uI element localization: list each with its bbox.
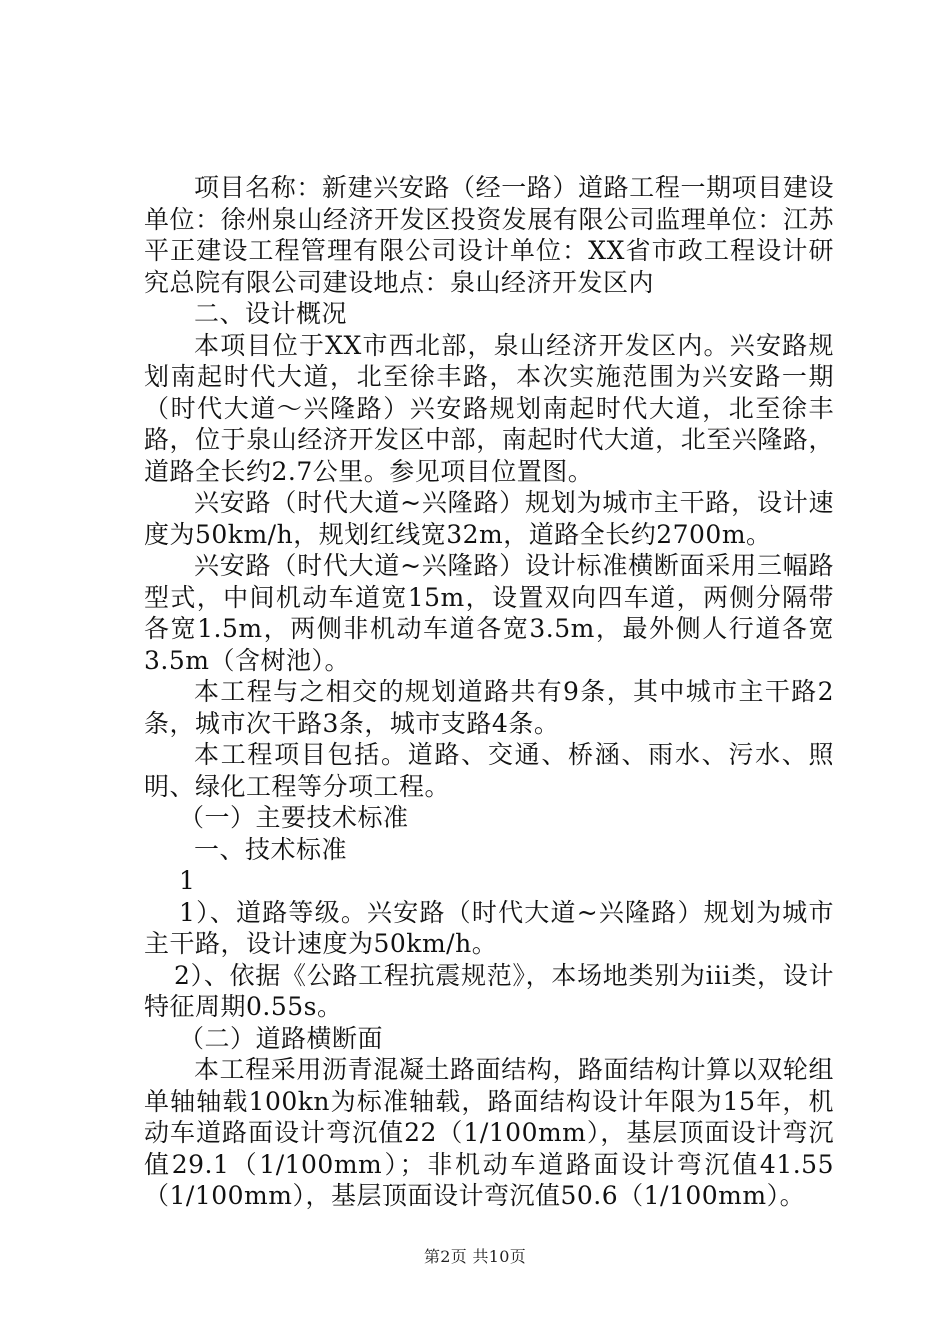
page-number-footer: 第2页 共10页: [423, 1247, 527, 1266]
section-heading-road-cross-section: （二）道路横断面: [179, 1023, 384, 1053]
list-item-seismic-code: 2）、依据《公路工程抗震规范》，本场地类别为iii类，设计特征周期0.55s。: [144, 960, 834, 1021]
project-location-paragraph: 本项目位于XX市西北部，泉山经济开发区内。兴安路规划南起时代大道，北至徐丰路，本次实施范围为兴安路一期（时代大道～兴隆路）兴安路规划南起时代大道，北至徐丰路，位于泉山经济开发区中部，南起时代大道，北至兴隆路，道路全长约2.7公里。参见项目位置图。: [144, 330, 834, 486]
road-planning-paragraph: 兴安路（时代大道~兴隆路）规划为城市主干路，设计速度为50km/h，规划红线宽32m，道路全长约2700m。: [144, 488, 834, 549]
intersecting-roads-paragraph: 本工程与之相交的规划道路共有9条，其中城市主干路2条，城市次干路3条，城市支路4条。: [144, 677, 834, 738]
list-item-road-grade: 1）、道路等级。兴安路（时代大道~兴隆路）规划为城市主干路，设计速度为50km/h。: [144, 897, 834, 958]
pavement-structure-paragraph: 本工程采用沥青混凝土路面结构，路面结构计算以双轮组单轴轴载100kn为标准轴载，路面结构设计年限为15年，机动车道路面设计弯沉值22（1/100mm），基层顶面设计弯沉值29.1（1/100mm）；非机动车道路面设计弯沉值41.55（1/100mm），基层顶面设计弯沉值50.6（1/100mm）。: [144, 1055, 834, 1210]
project-info-paragraph: 项目名称：新建兴安路（经一路）道路工程一期项目建设单位：徐州泉山经济开发区投资发展有限公司监理单位：江苏平正建设工程管理有限公司设计单位：XX省市政工程设计研究总院有限公司建设地点：泉山经济开发区内: [144, 173, 834, 297]
section-heading-technical-standards: 一、技术标准: [194, 834, 348, 864]
list-number: 1: [179, 866, 196, 895]
section-heading-design-overview: 二、设计概况: [194, 299, 348, 328]
document-body: [144, 172, 834, 1212]
project-scope-paragraph: 本工程项目包括。道路、交通、桥涵、雨水、污水、照明、绿化工程等分项工程。: [144, 740, 834, 801]
cross-section-paragraph: 兴安路（时代大道~兴隆路）设计标准横断面采用三幅路型式，中间机动车道宽15m，设置双向四车道，两侧分隔带各宽1.5m，两侧非机动车道各宽3.5m，最外侧人行道各宽3.5m（含树池）。: [144, 551, 834, 675]
section-heading-main-standards: （一）主要技术标准: [179, 803, 409, 832]
